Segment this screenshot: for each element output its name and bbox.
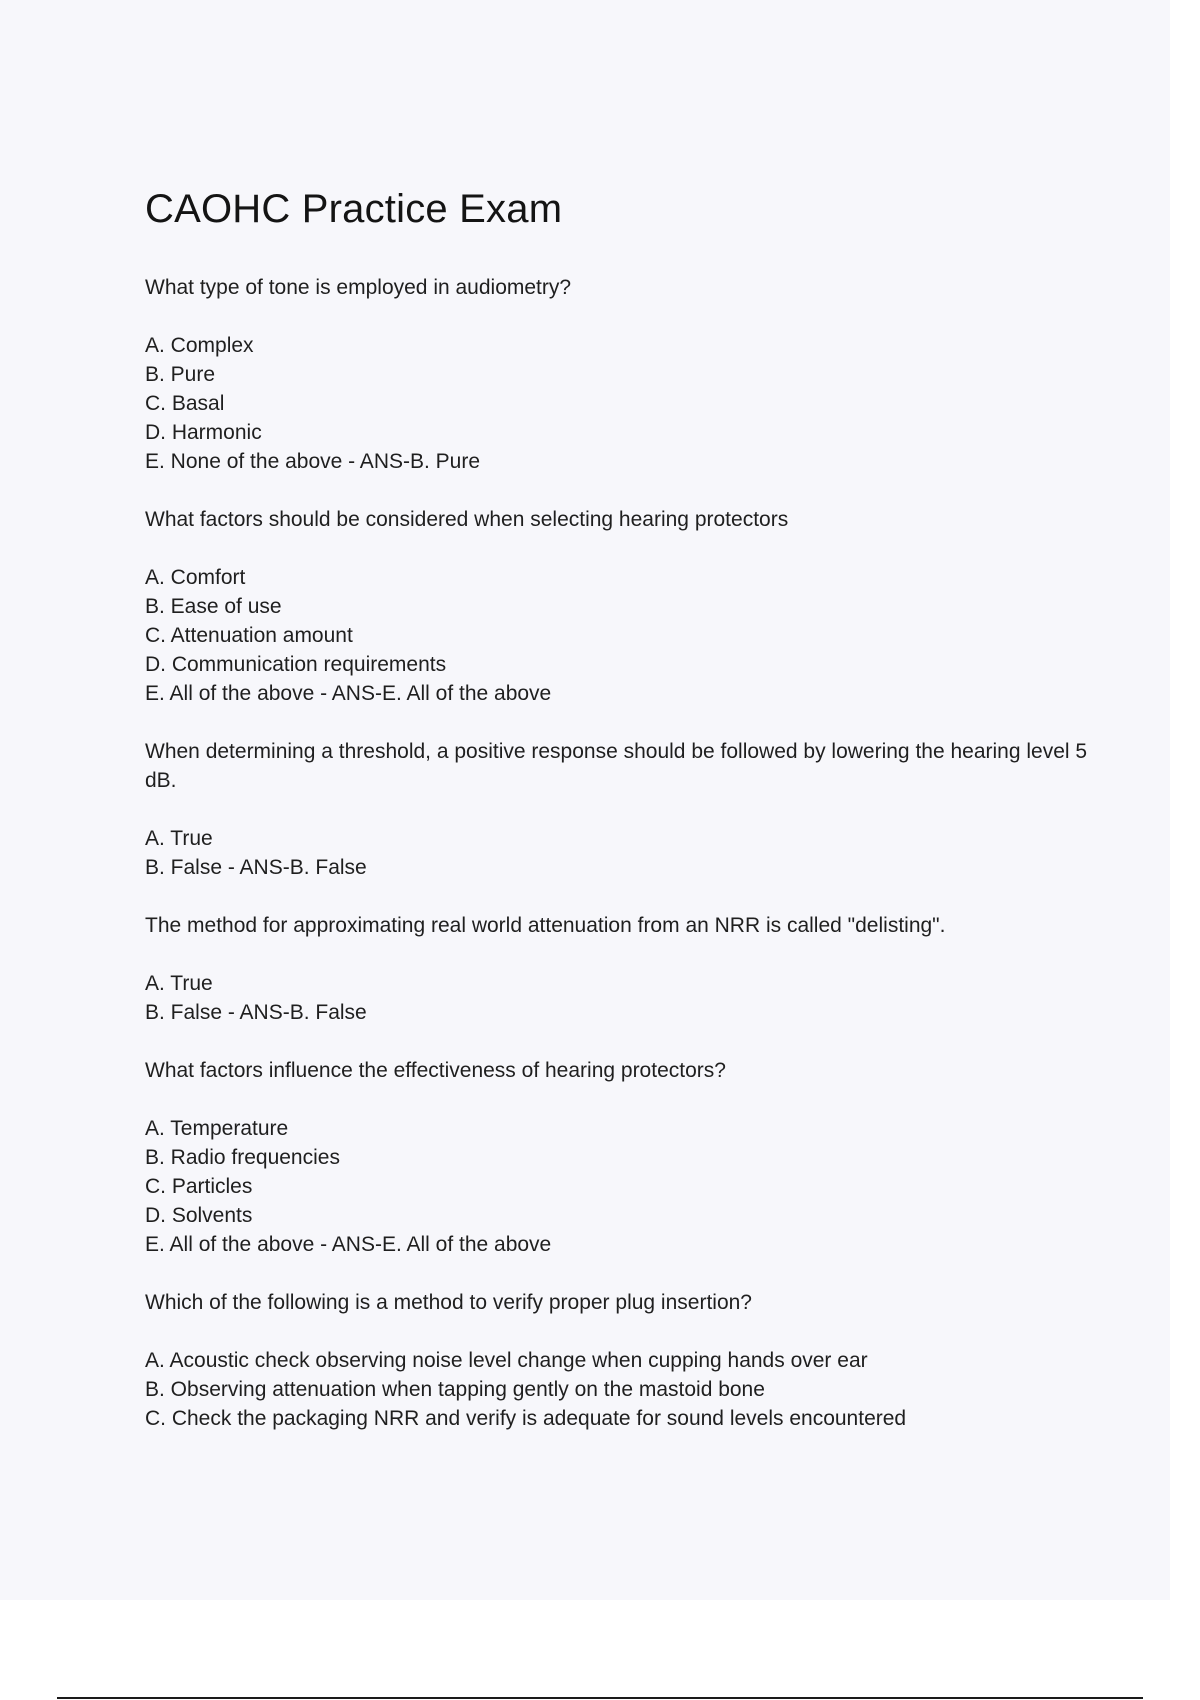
option-list	[145, 331, 1095, 476]
option-item: D. Communication requirements	[145, 653, 447, 676]
option-item: D. Harmonic	[145, 421, 262, 444]
option-item: A. True	[145, 972, 213, 995]
option-item-answer: B. False - ANS-B. False	[145, 856, 367, 879]
option-list	[145, 824, 1095, 882]
option-item: A. True	[145, 827, 213, 850]
question-block	[145, 505, 1095, 708]
option-item: B. Pure	[145, 363, 216, 386]
option-item: A. Acoustic check observing noise level change when cupping hands over ear	[145, 1349, 868, 1372]
question-block	[145, 911, 1095, 1027]
question-block	[145, 273, 1095, 476]
option-list	[145, 969, 1095, 1027]
option-item: D. Solvents	[145, 1204, 253, 1227]
question-text: What factors influence the effectiveness of hearing protectors?	[145, 1059, 726, 1082]
document-title: CAOHC Practice Exam	[145, 187, 563, 231]
option-item: B. Ease of use	[145, 595, 282, 618]
option-list	[145, 1114, 1095, 1259]
option-item-answer: E. All of the above - ANS-E. All of the above	[145, 682, 552, 705]
option-item: A. Complex	[145, 334, 254, 357]
option-item: C. Check the packaging NRR and verify is adequate for sound levels encountered	[145, 1407, 907, 1430]
question-block	[145, 737, 1095, 882]
option-item: A. Comfort	[145, 566, 246, 589]
question-list	[145, 273, 1095, 1433]
question-text: What factors should be considered when selecting hearing protectors	[145, 508, 789, 531]
question-text: Which of the following is a method to verify proper plug insertion?	[145, 1291, 752, 1314]
document-content	[145, 183, 1095, 1462]
question-text: What type of tone is employed in audiometry?	[145, 276, 572, 299]
option-list	[145, 563, 1095, 708]
option-item-answer: E. All of the above - ANS-E. All of the above	[145, 1233, 552, 1256]
question-text: When determining a threshold, a positive response should be followed by lowering the hearing level 5 dB.	[145, 740, 1088, 792]
footer-divider	[57, 1697, 1143, 1699]
option-item: A. Temperature	[145, 1117, 289, 1140]
question-block	[145, 1056, 1095, 1259]
option-item: C. Particles	[145, 1175, 253, 1198]
option-item-answer: E. None of the above - ANS-B. Pure	[145, 450, 481, 473]
option-list	[145, 1346, 1095, 1433]
option-item: B. Radio frequencies	[145, 1146, 340, 1169]
option-item-answer: B. False - ANS-B. False	[145, 1001, 367, 1024]
question-text: The method for approximating real world attenuation from an NRR is called "delisting".	[145, 914, 946, 937]
option-item: C. Attenuation amount	[145, 624, 353, 647]
question-block	[145, 1288, 1095, 1433]
option-item: C. Basal	[145, 392, 225, 415]
option-item: B. Observing attenuation when tapping gently on the mastoid bone	[145, 1378, 765, 1401]
